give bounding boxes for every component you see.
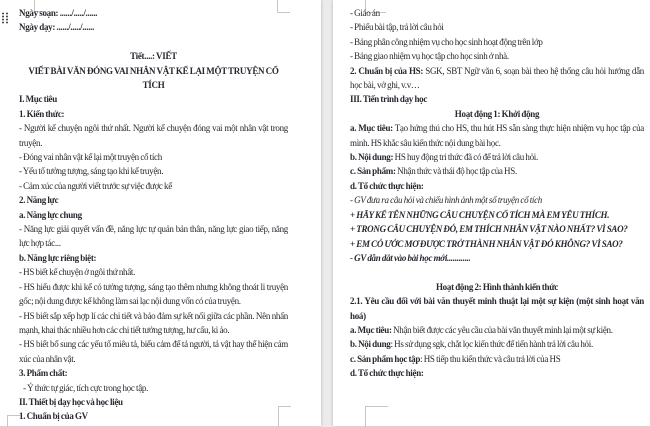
competence-heading: 2. Năng lực	[19, 195, 59, 206]
specific-competence-item: - HS biết sắp xếp hợp lí các chi tiết và bảo đảm sự kết nối giữa các phần. Nên nhấn mạnh, khai thác nhiều hơn các chi tiết tưởng tượng, hư cấu, kì ảo.	[19, 310, 288, 335]
activity-2-implementation-heading: d. Tổ chức thực hiện:	[350, 368, 424, 379]
date-taught: Ngày dạy: ....../...../......	[19, 22, 95, 33]
activity-2-subheading: 2.1. Yêu cầu đối với bài văn thuyết minh thuật lại một sự kiện (một sinh hoạt văn hoá)	[350, 296, 644, 321]
lesson-number: Tiết....: VIẾT	[130, 51, 177, 62]
activity-1-heading: Hoạt động 1: Khởi động	[454, 108, 540, 119]
activity-1-content	[350, 150, 644, 164]
knowledge-item: - Yếu tố tưởng tượng, sáng tạo khi kể truyện.	[19, 166, 164, 177]
page-1	[0, 0, 321, 426]
content-label: b. Nội dung	[350, 339, 391, 350]
objective-label: a. Mục tiêu:	[350, 123, 393, 134]
specific-competence-item: - HS biết bổ sung các yếu tố miêu tả, biểu cảm để tả người, tả vật hay thể hiện cảm xúc của nhân vật.	[19, 339, 288, 364]
product-label: c. Sản phẩm học tập	[350, 353, 421, 364]
equipment-heading: II. Thiết bị dạy học và học liệu	[19, 396, 123, 407]
specific-competence-heading: b. Năng lực riêng biệt:	[19, 252, 97, 263]
activity-2-product	[350, 352, 644, 366]
activity-2-heading: Hoạt động 2: Hình thành kiến thức	[435, 281, 559, 292]
warmup-question: + TRONG CÂU CHUYỆN ĐÓ, EM THÍCH NHÂN VẬT NÀO NHẤT? VÌ SAO?	[350, 224, 628, 235]
knowledge-item: - Cảm xúc của người viết trước sự việc được kể	[19, 180, 172, 191]
activity-2-objective	[350, 323, 644, 337]
objective-text: Nhận biết được các yêu cầu của bài văn thuyết minh lại một sự kiện.	[391, 324, 613, 335]
warmup-question: + HÃY KỂ TÊN NHỮNG CÂU CHUYỆN CỔ TÍCH MÀ EM YÊU THÍCH.	[350, 209, 610, 220]
process-heading: III. Tiến trình dạy học	[350, 94, 428, 105]
content-text: : Hs sử dụng sgk, chắt lọc kiến thức để tiến hành trả lời câu hỏi.	[390, 339, 593, 350]
specific-competence-item: - HS biết kể chuyện ở ngôi thứ nhất.	[19, 267, 136, 278]
objective-label: a. Mục tiêu:	[350, 324, 392, 335]
date-prepared: Ngày soạn: ....../...../......	[19, 8, 98, 18]
general-competence-item: - Năng lực giải quyết vấn đề, năng lực tự quản bản thân, năng lực giao tiếp, năng lực hợp tác...	[19, 224, 288, 249]
activity-2-content	[350, 337, 644, 351]
objectives-heading: I. Mục tiêu	[19, 94, 57, 105]
quality-heading: 3. Phẩm chất:	[19, 368, 68, 379]
teacher-lead-in: - GV dẫn dắt vào bài học mới............	[350, 252, 471, 263]
student-prep-label: 2. Chuẩn bị của HS:	[350, 65, 424, 76]
quality-item: - Ý thức tự giác, tích cực trong học tập.	[23, 382, 149, 393]
activity-1-product	[350, 164, 644, 178]
blank-line	[350, 265, 644, 279]
content-label: b. Nội dung:	[350, 152, 394, 163]
knowledge-item: - Người kể chuyện ngôi thứ nhất. Người kể chuyện đóng vai một nhân vật trong truyện.	[19, 123, 288, 148]
activity-1-objective	[350, 121, 644, 150]
lesson-title: VIẾT BÀI VĂN ĐÓNG VAI NHÂN VẬT KỂ LẠI MỘT TRUYỆN CỔ TÍCH	[28, 65, 279, 91]
page-1-content	[0, 6, 321, 424]
product-text: Nhận thức và thái độ học tập của HS.	[395, 166, 517, 177]
activity-1-implementation-heading: d. Tổ chức thực hiện:	[350, 180, 424, 191]
page-2-content	[333, 6, 650, 381]
warmup-question: + EM CÓ ƯỚC MƠ ĐƯỢC TRỞ THÀNH NHÂN VẬT ĐÓ KHÔNG? VÌ SAO?	[350, 238, 623, 249]
specific-competence-item: - HS hiểu được khi kể có tưởng tượng, sáng tạo thêm nhưng không thoát li truyện gốc; nội dung được kể không làm sai lạc nội dung vốn có của truyện.	[19, 281, 288, 307]
student-prep-text: SGK, SBT Ngữ văn 6, soạn bài theo hệ thống câu hỏi hướng dẫn học bài, vở ghi, v.v…	[350, 65, 645, 91]
teacher-action: - GV đưa ra câu hỏi và chiếu hình ảnh một số truyện cổ tích	[350, 195, 543, 206]
teacher-prep-heading: 1. Chuẩn bị của GV	[19, 411, 88, 422]
objective-text: Tạo hứng thú cho HS, thu hút HS sẵn sàng thực hiện nhiệm vụ học tập của mình. HS khắc sâu kiến thức nội dung bài học.	[350, 123, 645, 148]
student-prep	[350, 64, 644, 93]
knowledge-item: - Đóng vai nhân vật kể lại một truyện cổ tích	[19, 152, 162, 163]
product-text: : HS tiếp thu kiến thức và câu trả lời của HS	[420, 353, 561, 364]
teacher-prep-item: - Bảng phân công nhiệm vụ cho học sinh hoạt động trên lớp	[350, 36, 543, 47]
blank-line	[19, 35, 288, 49]
knowledge-heading: 1. Kiến thức:	[19, 108, 65, 119]
content-text: HS huy động tri thức đã có để trả lời câu hỏi.	[393, 152, 538, 163]
general-competence-heading: a. Năng lực chung	[19, 209, 82, 220]
crop-mark	[365, 406, 388, 427]
teacher-prep-item: - Bảng giao nhiệm vụ học tập cho học sinh ở nhà.	[350, 51, 509, 62]
teacher-prep-item: - Giáo án	[350, 8, 380, 18]
product-label: c. Sản phẩm:	[350, 166, 396, 177]
page-2	[333, 0, 650, 426]
teacher-prep-item: - Phiếu bài tập, trả lời câu hỏi	[350, 22, 444, 33]
